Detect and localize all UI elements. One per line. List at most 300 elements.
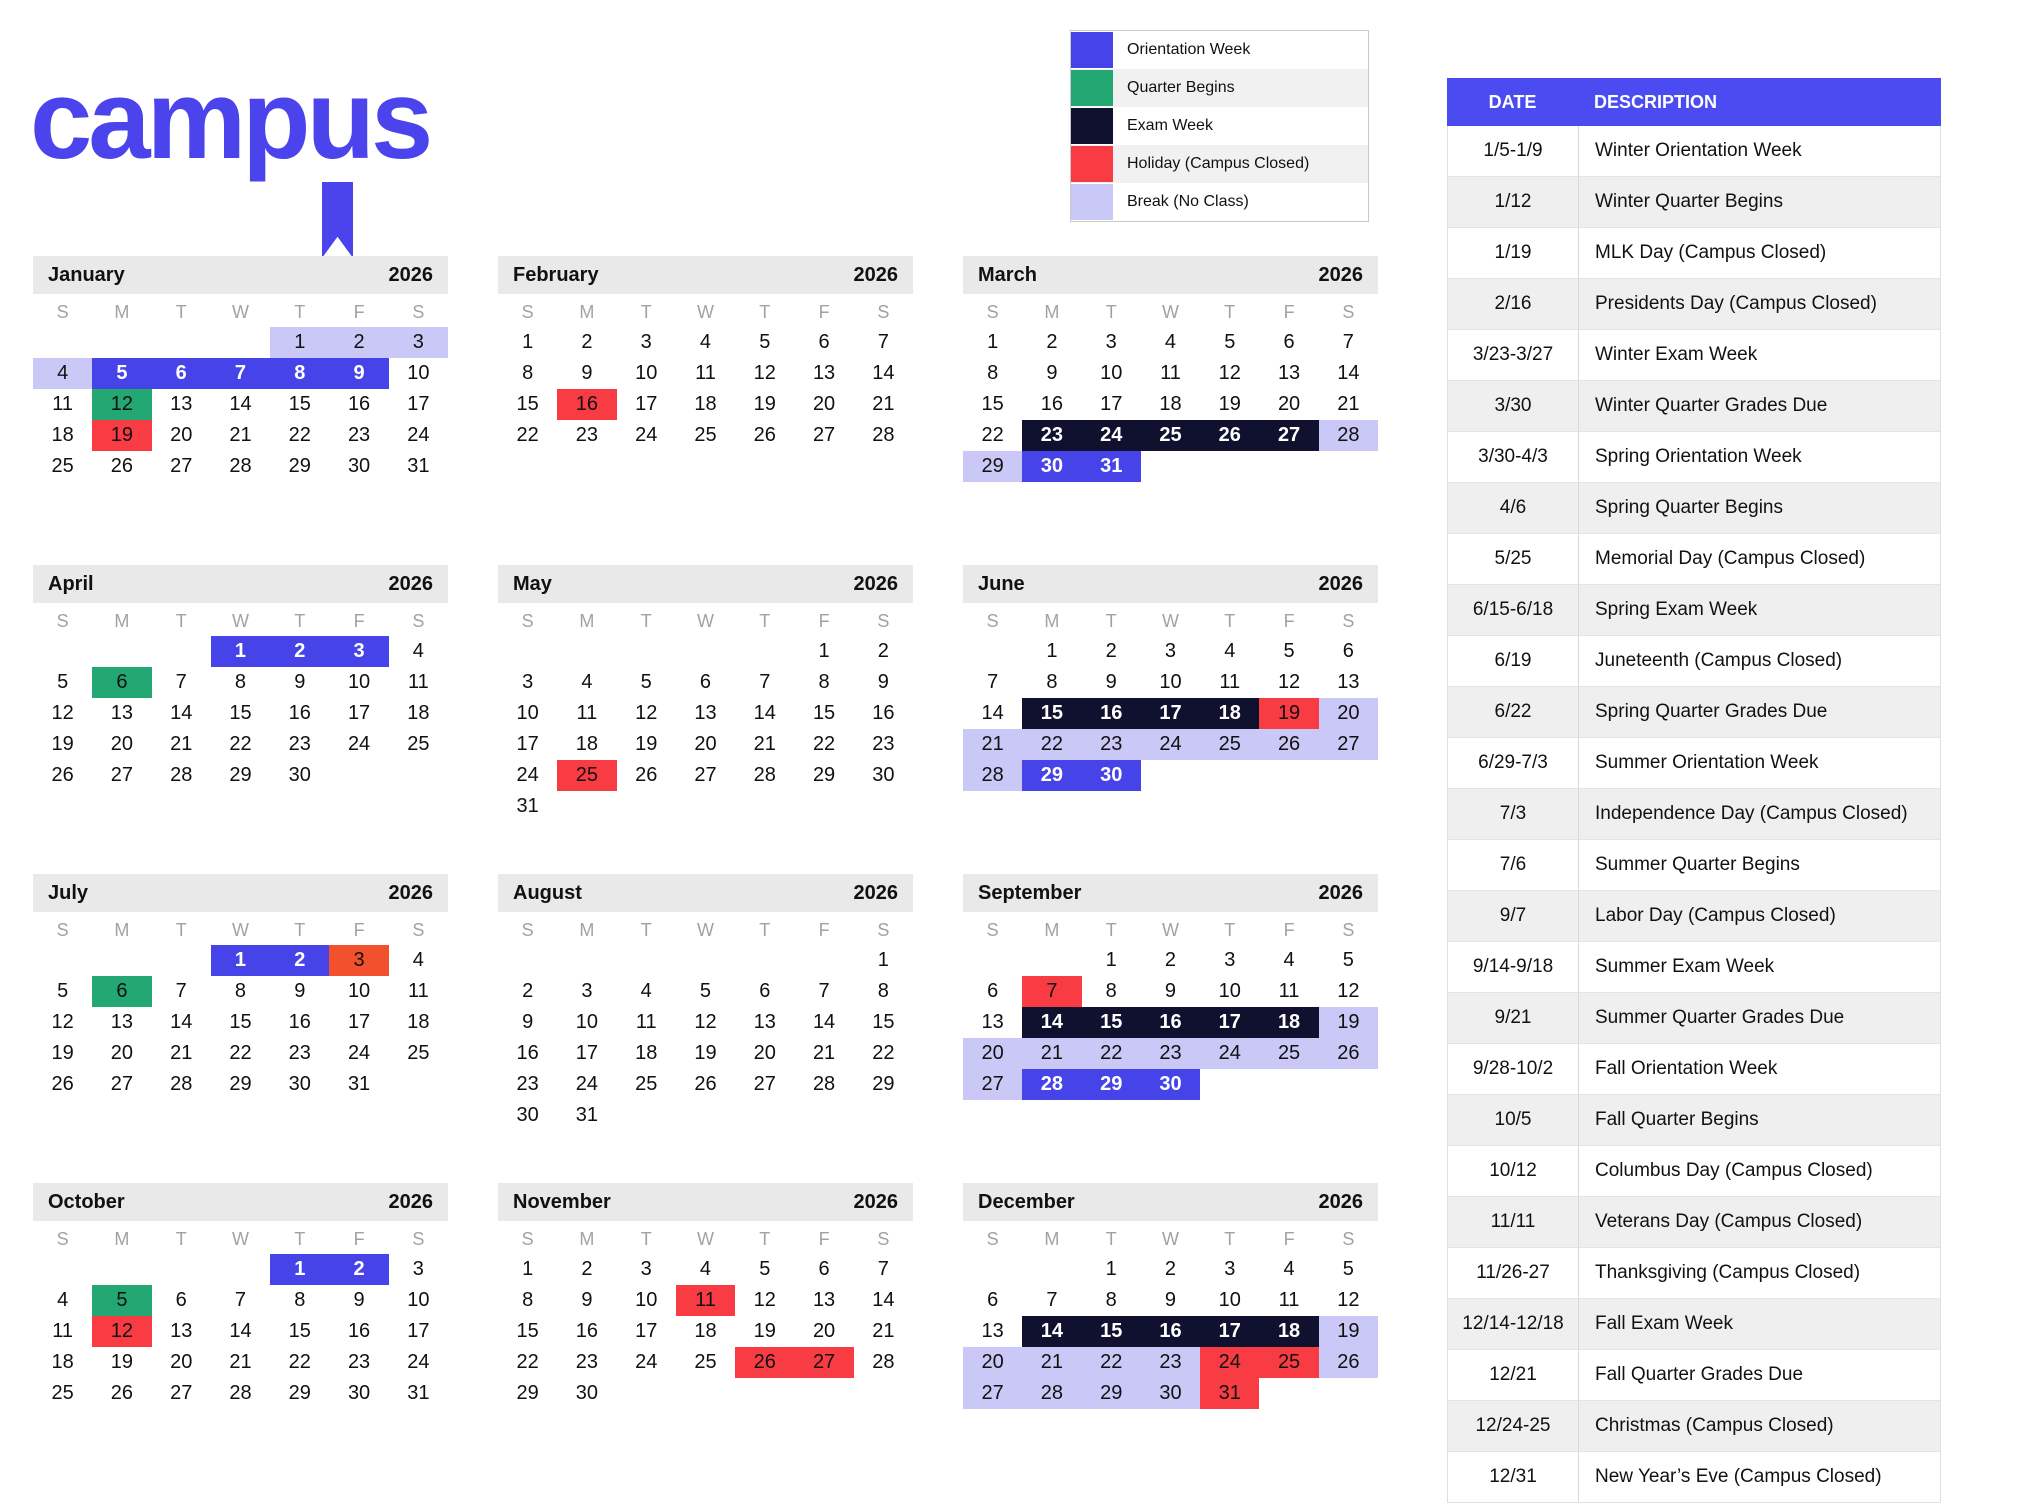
day-cell <box>389 1069 448 1100</box>
day-cell: 4 <box>412 640 424 662</box>
day-cell: 25 <box>1200 729 1259 760</box>
day-cell: 24 <box>407 1351 430 1373</box>
day-cell: 21 <box>753 733 776 755</box>
week-row <box>498 389 913 420</box>
weekday-label: S <box>412 610 425 631</box>
event-date: 9/7 <box>1448 891 1579 941</box>
day-cell: 2 <box>1164 949 1177 971</box>
day-cell: 13 <box>170 393 193 415</box>
day-cell: 24 <box>635 1351 658 1373</box>
week-row <box>498 1316 913 1347</box>
day-cell: 18 <box>51 1351 74 1373</box>
week-row <box>963 698 1378 729</box>
weekday-label: S <box>521 301 534 322</box>
day-cell <box>617 636 676 667</box>
week-row <box>963 1316 1378 1347</box>
day-cell: 22 <box>1022 729 1081 760</box>
day-cell: 23 <box>872 733 895 755</box>
day-cell: 16 <box>288 1011 311 1033</box>
day-cell <box>1259 451 1318 482</box>
event-row <box>1448 1196 1940 1247</box>
event-description: MLK Day (Campus Closed) <box>1595 242 1827 263</box>
day-cell: 1 <box>522 1258 534 1280</box>
day-cell: 19 <box>51 733 74 755</box>
day-cell: 4 <box>581 671 593 693</box>
week-row <box>498 1069 913 1100</box>
day-cell: 22 <box>516 1351 539 1373</box>
day-cell: 12 <box>1337 1289 1360 1311</box>
day-cell: 22 <box>288 424 311 446</box>
day-cell: 14 <box>872 1289 895 1311</box>
day-cell <box>557 791 616 822</box>
day-cell <box>152 945 211 976</box>
event-row <box>1448 584 1940 635</box>
day-cell: 30 <box>347 1382 371 1404</box>
event-date: 1/5-1/9 <box>1448 126 1579 176</box>
day-cell: 20 <box>753 1042 776 1064</box>
month-march <box>963 256 1378 565</box>
month-february <box>498 256 913 565</box>
day-cell: 17 <box>635 1320 658 1342</box>
day-cell: 4 <box>412 949 424 971</box>
day-cell: 27 <box>110 764 134 786</box>
week-row <box>963 1069 1378 1100</box>
day-cell: 11 <box>407 671 429 693</box>
day-cell: 4 <box>57 1289 69 1311</box>
day-cell: 22 <box>872 1042 895 1064</box>
month-may <box>498 565 913 874</box>
day-cell: 7 <box>211 358 270 389</box>
day-cell: 10 <box>635 1289 658 1311</box>
week-row <box>498 729 913 760</box>
month-year: 2026 <box>388 572 433 595</box>
weekday-row <box>498 1224 913 1254</box>
event-row <box>1448 1451 1940 1502</box>
day-cell: 27 <box>812 424 836 446</box>
weekday-label: S <box>877 301 890 322</box>
day-cell: 30 <box>1141 1378 1200 1409</box>
day-cell: 19 <box>1319 1007 1378 1038</box>
event-description: Christmas (Campus Closed) <box>1595 1415 1834 1436</box>
event-date: 12/14-12/18 <box>1448 1299 1579 1349</box>
day-cell <box>389 760 448 791</box>
day-cell: 23 <box>575 1351 599 1373</box>
day-cell <box>1319 1378 1378 1409</box>
event-date: 3/23-3/27 <box>1448 330 1579 380</box>
day-cell <box>794 1100 853 1131</box>
day-cell: 28 <box>753 764 776 786</box>
day-cell: 30 <box>516 1104 539 1126</box>
weekday-label: F <box>1283 1228 1295 1249</box>
day-cell: 24 <box>347 1042 371 1064</box>
month-header <box>498 256 913 294</box>
day-cell: 20 <box>1277 393 1301 415</box>
date-column-header: DATE <box>1488 91 1537 112</box>
week-row <box>33 1069 448 1100</box>
week-row <box>33 1038 448 1069</box>
day-cell: 31 <box>575 1104 599 1126</box>
event-row <box>1448 482 1940 533</box>
day-cell: 2 <box>329 327 388 358</box>
day-cell <box>794 945 853 976</box>
week-row <box>498 1007 913 1038</box>
day-cell: 4 <box>1283 949 1295 971</box>
day-cell: 28 <box>1022 1378 1081 1409</box>
day-cell: 25 <box>407 1042 430 1064</box>
day-cell: 23 <box>575 424 599 446</box>
day-cell: 20 <box>812 1320 836 1342</box>
day-cell: 21 <box>1022 1347 1081 1378</box>
weekday-row <box>33 915 448 945</box>
day-cell: 9 <box>581 1289 593 1311</box>
day-cell <box>1319 760 1378 791</box>
day-cell: 29 <box>288 1382 311 1404</box>
day-cell: 6 <box>699 671 712 693</box>
day-cell: 12 <box>51 702 74 724</box>
day-cell: 29 <box>1022 760 1081 791</box>
day-cell: 26 <box>735 1347 794 1378</box>
event-row <box>1448 380 1940 431</box>
day-cell: 7 <box>1342 331 1354 353</box>
day-cell: 16 <box>1082 698 1141 729</box>
day-cell: 10 <box>407 1289 430 1311</box>
day-cell: 11 <box>635 1011 657 1033</box>
day-cell: 22 <box>288 1351 311 1373</box>
weekday-row <box>498 915 913 945</box>
weekday-label: S <box>56 301 69 322</box>
weekday-label: S <box>986 301 999 322</box>
day-cell: 7 <box>759 671 771 693</box>
day-cell: 11 <box>1278 1289 1300 1311</box>
event-description: New Year’s Eve (Campus Closed) <box>1595 1466 1882 1487</box>
day-cell <box>92 636 151 667</box>
day-cell: 10 <box>347 671 371 693</box>
day-cell: 17 <box>347 702 371 724</box>
day-cell: 2 <box>270 636 329 667</box>
month-year: 2026 <box>1318 881 1363 904</box>
day-cell: 16 <box>557 389 616 420</box>
weekday-label: S <box>1342 1228 1355 1249</box>
event-description: Veterans Day (Campus Closed) <box>1595 1211 1863 1232</box>
day-cell: 19 <box>110 1351 134 1373</box>
event-description: Spring Quarter Grades Due <box>1595 701 1828 722</box>
weekday-label: F <box>353 610 365 631</box>
event-row <box>1448 227 1940 278</box>
day-cell: 28 <box>229 1382 252 1404</box>
month-year: 2026 <box>1318 1190 1363 1213</box>
day-cell: 15 <box>1082 1316 1141 1347</box>
day-cell: 24 <box>635 424 658 446</box>
weekday-label: T <box>759 301 771 322</box>
day-cell: 8 <box>1046 671 1058 693</box>
day-cell: 24 <box>1200 1347 1259 1378</box>
weekday-label: W <box>696 1228 714 1249</box>
weekday-label: M <box>114 919 130 940</box>
event-description: Winter Orientation Week <box>1595 140 1802 161</box>
day-cell: 18 <box>635 1042 658 1064</box>
weekday-label: M <box>1044 610 1060 631</box>
day-cell: 5 <box>92 358 151 389</box>
day-cell: 2 <box>581 1258 593 1280</box>
day-cell: 31 <box>1082 451 1141 482</box>
day-cell <box>794 791 853 822</box>
day-cell <box>92 945 151 976</box>
day-cell: 15 <box>229 1011 252 1033</box>
day-cell: 13 <box>1337 671 1360 693</box>
day-cell: 12 <box>1337 980 1360 1002</box>
month-september <box>963 874 1378 1183</box>
day-cell <box>557 945 616 976</box>
day-cell: 1 <box>1105 949 1117 971</box>
week-row <box>498 698 913 729</box>
weekday-label: S <box>1342 301 1355 322</box>
day-cell: 22 <box>981 424 1004 446</box>
event-description: Juneteenth (Campus Closed) <box>1595 650 1843 671</box>
day-cell: 3 <box>640 1258 652 1280</box>
day-cell: 18 <box>51 424 74 446</box>
day-cell: 26 <box>51 764 74 786</box>
day-cell: 11 <box>1278 980 1300 1002</box>
day-cell: 29 <box>229 764 252 786</box>
day-cell: 26 <box>110 455 134 477</box>
day-cell: 3 <box>329 945 388 976</box>
day-cell: 27 <box>170 1382 193 1404</box>
weekday-label: M <box>1044 919 1060 940</box>
day-cell: 5 <box>57 980 69 1002</box>
day-cell: 12 <box>92 1316 151 1347</box>
day-cell: 3 <box>640 331 652 353</box>
event-date: 6/22 <box>1448 687 1579 737</box>
day-cell: 19 <box>92 420 151 451</box>
event-date: 1/12 <box>1448 177 1579 227</box>
day-cell: 2 <box>581 331 593 353</box>
event-row <box>1448 1145 1940 1196</box>
legend-item <box>1071 31 1368 69</box>
day-cell <box>963 636 1022 667</box>
weekday-label: S <box>56 1228 69 1249</box>
weekday-label: F <box>818 919 830 940</box>
day-cell: 1 <box>877 949 889 971</box>
day-cell: 8 <box>877 980 889 1002</box>
day-cell: 29 <box>516 1382 539 1404</box>
event-date: 11/11 <box>1448 1197 1579 1247</box>
day-cell: 23 <box>1022 420 1081 451</box>
month-october <box>33 1183 448 1492</box>
day-cell: 3 <box>1224 1258 1236 1280</box>
day-cell <box>735 636 794 667</box>
event-description: Summer Exam Week <box>1595 956 1775 977</box>
day-cell: 8 <box>234 980 247 1002</box>
day-cell: 27 <box>1319 729 1378 760</box>
weekday-label: W <box>696 919 714 940</box>
weekday-label: T <box>175 919 187 940</box>
event-description: Independence Day (Campus Closed) <box>1595 803 1908 824</box>
day-cell: 23 <box>347 1351 371 1373</box>
day-cell: 17 <box>1141 698 1200 729</box>
weekday-label: M <box>1044 1228 1060 1249</box>
weekday-label: S <box>877 1228 890 1249</box>
legend <box>1070 30 1369 222</box>
day-cell: 13 <box>981 1011 1004 1033</box>
week-row <box>33 1347 448 1378</box>
event-description: Presidents Day (Campus Closed) <box>1595 293 1877 314</box>
weekday-label: S <box>56 610 69 631</box>
day-cell: 17 <box>1200 1316 1259 1347</box>
day-cell: 12 <box>753 1289 776 1311</box>
day-cell: 28 <box>170 764 193 786</box>
weekday-label: F <box>818 301 830 322</box>
event-row <box>1448 992 1940 1043</box>
weekday-label: T <box>640 610 652 631</box>
day-cell: 16 <box>1141 1007 1200 1038</box>
day-cell: 10 <box>407 362 430 384</box>
day-cell: 20 <box>1319 698 1378 729</box>
week-row <box>963 1347 1378 1378</box>
day-cell: 26 <box>51 1073 74 1095</box>
day-cell: 3 <box>389 327 448 358</box>
day-cell: 29 <box>1082 1069 1141 1100</box>
event-row <box>1448 788 1940 839</box>
event-date: 12/21 <box>1448 1350 1579 1400</box>
week-row <box>33 667 448 698</box>
day-cell: 16 <box>1040 393 1064 415</box>
day-cell: 3 <box>1164 640 1177 662</box>
weekday-label: M <box>114 610 130 631</box>
month-june <box>963 565 1378 874</box>
legend-item-label: Exam Week <box>1127 117 1213 134</box>
day-cell <box>1259 1378 1318 1409</box>
weekday-label: S <box>877 610 890 631</box>
month-name: January <box>48 263 125 286</box>
day-cell: 21 <box>1022 1038 1081 1069</box>
day-cell: 14 <box>170 1011 193 1033</box>
day-cell: 7 <box>877 1258 889 1280</box>
event-description: Spring Exam Week <box>1595 599 1758 620</box>
day-cell: 5 <box>699 980 712 1002</box>
weekday-label: F <box>818 1228 830 1249</box>
day-cell: 14 <box>229 393 252 415</box>
bookmark-ribbon-icon <box>322 182 353 258</box>
month-august <box>498 874 913 1183</box>
campus-logo-text: campus <box>30 57 430 182</box>
week-row <box>33 698 448 729</box>
day-cell: 28 <box>1022 1069 1081 1100</box>
day-cell: 3 <box>522 671 534 693</box>
day-cell: 27 <box>1259 420 1318 451</box>
month-year: 2026 <box>853 572 898 595</box>
weekday-row <box>498 297 913 327</box>
day-cell: 13 <box>110 702 134 724</box>
day-cell: 4 <box>640 980 652 1002</box>
day-cell: 4 <box>1164 331 1177 353</box>
week-row <box>963 1378 1378 1409</box>
day-cell: 10 <box>1218 980 1241 1002</box>
day-cell: 25 <box>694 424 717 446</box>
week-row <box>33 327 448 358</box>
weekday-label: M <box>114 301 130 322</box>
day-cell: 23 <box>1082 729 1141 760</box>
weekday-label: W <box>1161 919 1179 940</box>
day-cell: 7 <box>987 671 999 693</box>
day-cell: 18 <box>1259 1316 1318 1347</box>
month-year: 2026 <box>388 1190 433 1213</box>
weekday-label: W <box>231 301 249 322</box>
day-cell: 4 <box>699 331 712 353</box>
day-cell <box>1200 1069 1259 1100</box>
day-cell: 25 <box>1259 1347 1318 1378</box>
day-cell: 4 <box>33 358 92 389</box>
day-cell <box>854 1378 913 1409</box>
day-cell: 3 <box>329 636 388 667</box>
event-description: Fall Quarter Begins <box>1595 1109 1759 1130</box>
day-cell: 31 <box>347 1073 371 1095</box>
legend-item <box>1071 107 1368 145</box>
day-cell: 11 <box>676 1285 735 1316</box>
day-cell: 6 <box>92 667 151 698</box>
month-name: September <box>978 881 1082 904</box>
event-description: Columbus Day (Campus Closed) <box>1595 1160 1873 1181</box>
day-cell: 19 <box>635 733 658 755</box>
weekday-label: F <box>1283 610 1295 631</box>
weekday-label: T <box>1224 301 1236 322</box>
weekday-label: W <box>1161 1228 1179 1249</box>
day-cell: 27 <box>110 1073 134 1095</box>
day-cell: 16 <box>347 393 371 415</box>
campus-logo <box>30 57 430 182</box>
day-cell: 17 <box>575 1042 599 1064</box>
day-cell: 27 <box>963 1378 1022 1409</box>
day-cell: 14 <box>981 702 1004 724</box>
event-date: 9/21 <box>1448 993 1579 1043</box>
event-row <box>1448 1349 1940 1400</box>
event-date: 6/29-7/3 <box>1448 738 1579 788</box>
day-cell: 14 <box>229 1320 252 1342</box>
weekday-label: S <box>877 919 890 940</box>
legend-item <box>1071 69 1368 107</box>
day-cell <box>33 1254 92 1285</box>
day-cell: 13 <box>694 702 717 724</box>
day-cell: 19 <box>753 393 776 415</box>
day-cell: 9 <box>1164 980 1177 1002</box>
event-date: 6/19 <box>1448 636 1579 686</box>
day-cell: 22 <box>812 733 836 755</box>
day-cell: 12 <box>51 1011 74 1033</box>
week-row <box>498 1254 913 1285</box>
day-cell: 7 <box>1046 1289 1058 1311</box>
month-december <box>963 1183 1378 1492</box>
month-name: October <box>48 1190 125 1213</box>
q-legend-swatch <box>1071 70 1113 106</box>
day-cell: 21 <box>229 424 252 446</box>
month-name: February <box>513 263 599 286</box>
month-header <box>498 1183 913 1221</box>
day-cell: 20 <box>963 1347 1022 1378</box>
day-cell: 1 <box>1046 640 1058 662</box>
day-cell: 21 <box>872 1320 895 1342</box>
day-cell: 26 <box>110 1382 134 1404</box>
event-row <box>1448 533 1940 584</box>
week-row <box>963 760 1378 791</box>
weekday-label: T <box>294 610 306 631</box>
day-cell: 15 <box>516 1320 539 1342</box>
weekday-label: W <box>231 1228 249 1249</box>
day-cell: 5 <box>1342 949 1354 971</box>
day-cell: 25 <box>635 1073 658 1095</box>
week-row <box>33 945 448 976</box>
week-row <box>498 667 913 698</box>
day-cell: 2 <box>1105 640 1117 662</box>
day-cell: 8 <box>522 362 534 384</box>
